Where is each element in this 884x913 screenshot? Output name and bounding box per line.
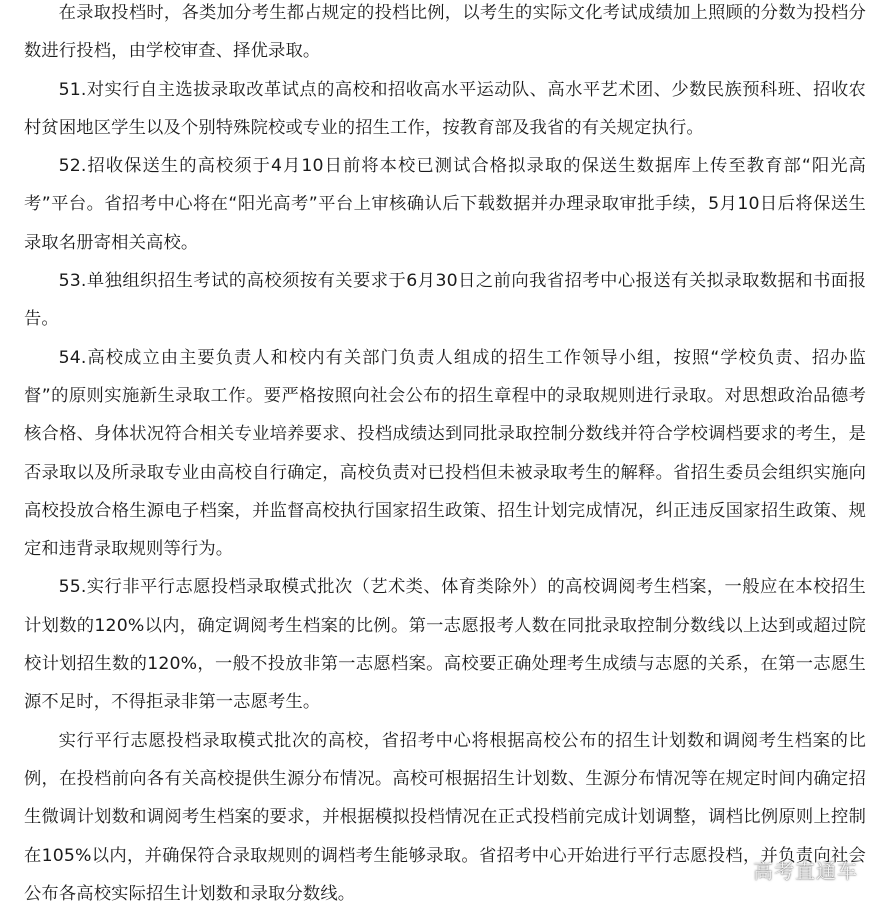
article-body [24, 0, 866, 913]
paragraph-51: 51.对实行自主选拔录取改革试点的高校和招收高水平运动队、高水平艺术团、少数民族预科班、招收农村贫困地区学生以及个别特殊院校或专业的招生工作，按教育部及我省的有关规定执行。 [24, 79, 866, 138]
paragraph-parallel: 实行平行志愿投档录取模式批次的高校，省招考中心将根据高校公布的招生计划数和调阅考生档案的比例，在投档前向各有关高校提供生源分布情况。高校可根据招生计划数、生源分布情况等在规定时间内确定招生微调计划数和调阅考生档案的要求，并根据模拟投档情况在正式投档前完成计划调整，调档比例原则上控制在105%以内，并确保符合录取规则的调档考生能够录取。省招考中心开始进行平行志愿投档，并负责向社会公布各高校实际招生计划数和录取分数线。 [24, 730, 866, 904]
paragraph-53: 53.单独组织招生考试的高校须按有关要求于6月30日之前向我省招考中心报送有关拟录取数据和书面报告。 [24, 271, 866, 330]
paragraph-52: 52.招收保送生的高校须于4月10日前将本校已测试合格拟录取的保送生数据库上传至教育部“阳光高考”平台。省招考中心将在“阳光高考”平台上审核确认后下载数据并办理录取审批手续，5月10日后将保送生录取名册寄相关高校。 [24, 156, 866, 253]
paragraph-54: 54.高校成立由主要负责人和校内有关部门负责人组成的招生工作领导小组，按照“学校负责、招办监督”的原则实施新生录取工作。要严格按照向社会公布的招生章程中的录取规则进行录取。对思想政治品德考核合格、身体状况符合相关专业培养要求、投档成绩达到同批录取控制分数线并符合学校调档要求的考生，是否录取以及所录取专业由高校自行确定，高校负责对已投档但未被录取考生的解释。省招生委员会组织实施向高校投放合格生源电子档案，并监督高校执行国家招生政策、招生计划完成情况，纠正违反国家招生政策、规定和违背录取规则等行为。 [24, 347, 866, 560]
watermark-text: 高考直通车 [753, 859, 858, 883]
paragraph-55: 55.实行非平行志愿投档录取模式批次（艺术类、体育类除外）的高校调阅考生档案，一般应在本校招生计划数的120%以内，确定调阅考生档案的比例。第一志愿报考人数在同批录取控制分数线以上达到或超过院校计划招生数的120%，一般不投放非第一志愿档案。高校要正确处理考生成绩与志愿的关系，在第一志愿生源不足时，不得拒录非第一志愿考生。 [24, 577, 866, 713]
paragraph-intro: 在录取投档时，各类加分考生都占规定的投档比例，以考生的实际文化考试成绩加上照顾的分数为投档分数进行投档，由学校审查、择优录取。 [24, 3, 866, 62]
